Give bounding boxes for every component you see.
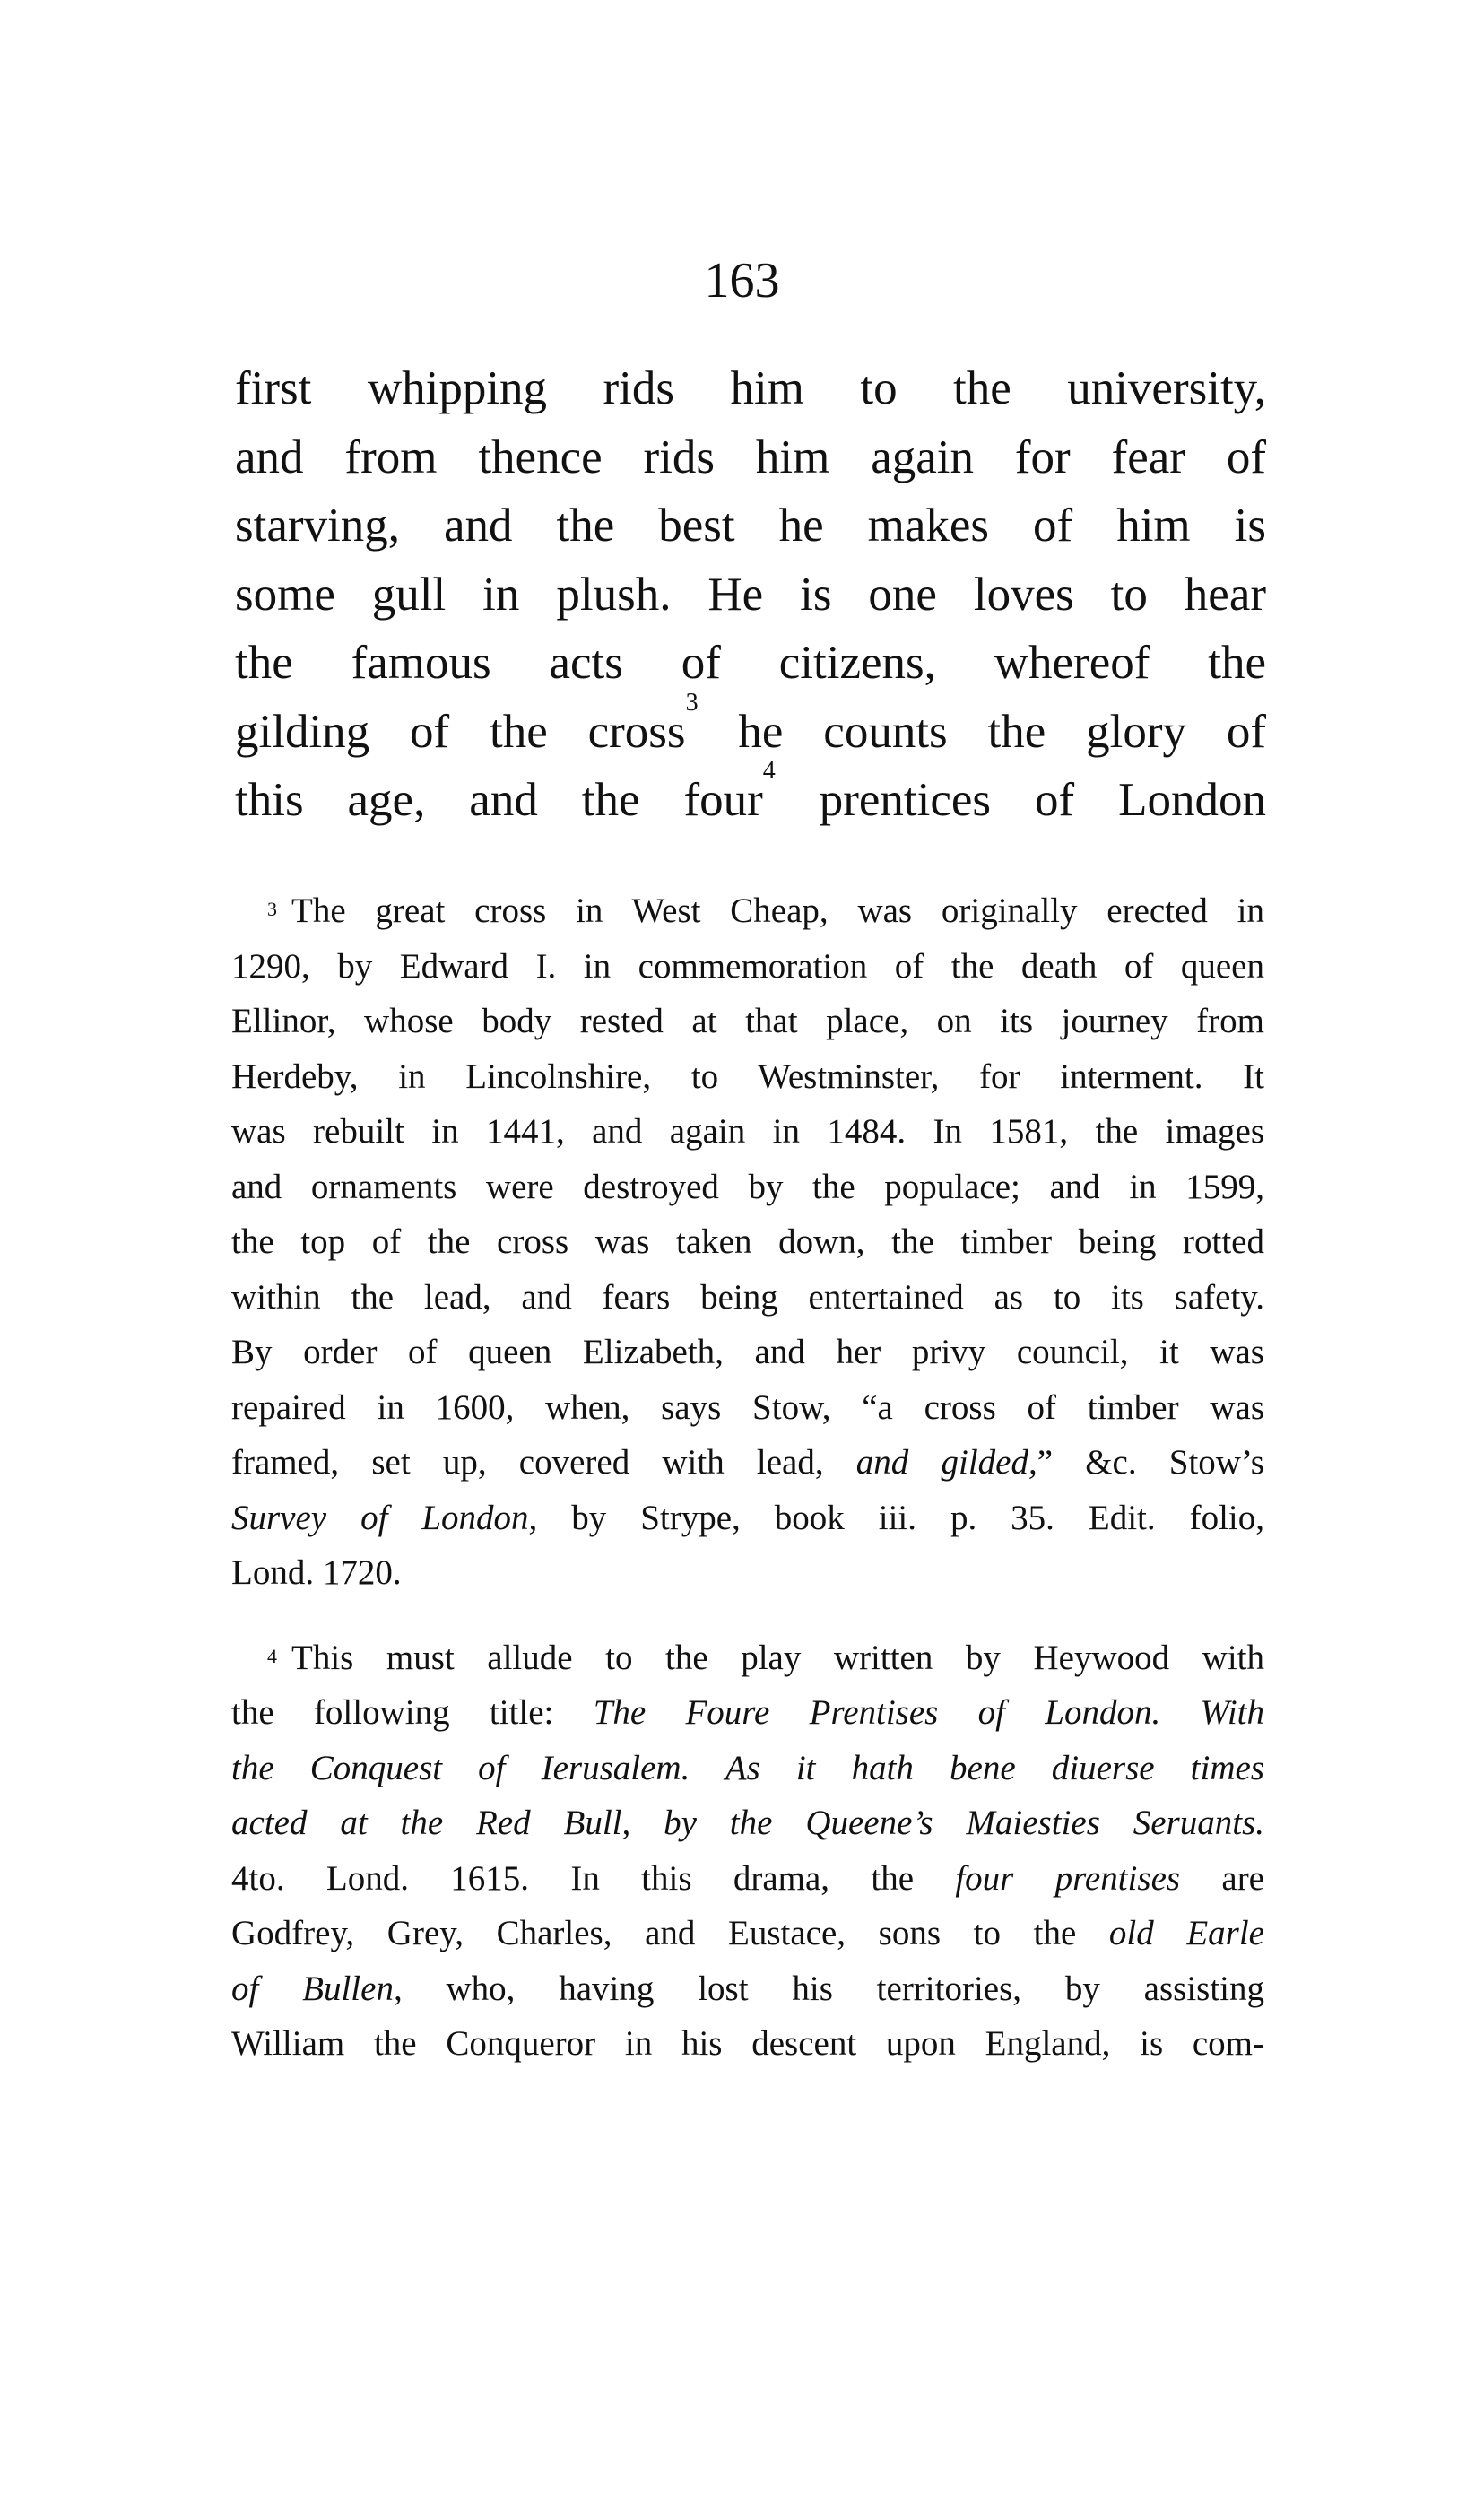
- body-text: [235, 354, 1266, 835]
- footnote-line: and ornaments were destroyed by the populace; and in 1599,: [231, 1167, 1264, 1206]
- footnote-line: [231, 1961, 1264, 2017]
- footnote-text: who, having lost his territories, by assisting: [402, 1969, 1264, 2008]
- footnote-line: By order of queen Elizabeth, and her privy council, it was: [231, 1333, 1264, 1371]
- footnote-line: [231, 1491, 1264, 1546]
- footnote-text: This must allude to the play written by Heywood with: [291, 1638, 1264, 1677]
- footnote-reference-4[interactable]: 4: [762, 757, 776, 785]
- footnote-line: Ellinor, whose body rested at that place, on its journey from: [231, 1002, 1264, 1040]
- body-line: the famous acts of citizens, whereof the: [235, 637, 1266, 689]
- footnote-text: the following title:: [231, 1693, 594, 1732]
- body-text-segment: gilding of the cross: [235, 705, 686, 758]
- footnote-line: within the lead, and fears being entertained as to its safety.: [231, 1277, 1264, 1317]
- footnotes: [231, 883, 1264, 2072]
- footnote-text: Godfrey, Grey, Charles, and Eustace, sons to the: [231, 1914, 1109, 1952]
- footnote-text: framed, set up, covered with lead,: [231, 1443, 856, 1482]
- footnote-italic-text: old Earle: [1108, 1914, 1264, 1952]
- footnote-text: ” &c. Stow’s: [1037, 1443, 1264, 1482]
- footnote-line: [231, 1851, 1264, 1907]
- body-line: and from thence rids him again for fear of: [235, 430, 1266, 483]
- footnote-line: [231, 1630, 1264, 1686]
- footnote-line: [231, 883, 1264, 939]
- footnote-separator: [231, 1601, 1264, 1630]
- play-title: the Conquest of Ierusalem. As it hath bene diuerse times: [231, 1748, 1264, 1787]
- footnote-line: Lond. 1720.: [231, 1553, 402, 1592]
- body-text-segment: he counts the glory of: [698, 705, 1267, 758]
- body-line: starving, and the best he makes of him is: [235, 500, 1266, 552]
- footnote-line: repaired in 1600, when, says Stow, “a cross of timber was: [231, 1387, 1264, 1427]
- footnote-text: are: [1180, 1858, 1264, 1898]
- footnote-line: [231, 1685, 1264, 1741]
- footnote-text: by Strype, book iii. p. 35. Edit. folio,: [537, 1498, 1264, 1537]
- footnote-line: William the Conqueror in his descent upon England, is com-: [231, 2024, 1264, 2063]
- body-line: [235, 757, 1266, 835]
- footnote-line: the top of the cross was taken down, the timber being rotted: [231, 1222, 1264, 1261]
- body-text-segment: this age, and the four: [235, 774, 763, 826]
- footnote-reference-3[interactable]: 3: [685, 688, 699, 717]
- footnote-line: [231, 1906, 1264, 1961]
- footnote-4: [231, 1630, 1264, 2072]
- footnote-italic-text: and gilded,: [855, 1443, 1037, 1482]
- footnote-italic-text: four prentises: [955, 1858, 1181, 1898]
- footnote-line: Herdeby, in Lincolnshire, to Westminster, for interment. It: [231, 1056, 1264, 1096]
- page-number: 163: [704, 253, 780, 309]
- play-title: The Foure Prentises of London. With: [593, 1693, 1265, 1732]
- footnote-text: 4to. Lond. 1615. In this drama, the: [231, 1858, 956, 1898]
- body-line: first whipping rids him to the university,: [235, 362, 1266, 414]
- book-title: Survey of London,: [231, 1498, 538, 1537]
- footnote-line: [231, 1435, 1264, 1491]
- body-line: [235, 688, 1267, 767]
- footnote-line: [231, 1795, 1264, 1851]
- body-text-segment: prentices of London: [775, 774, 1266, 826]
- footnote-line: was rebuilt in 1441, and again in 1484. In 1581, the images: [231, 1112, 1264, 1151]
- footnote-line: 1290, by Edward I. in commemoration of the death of queen: [231, 946, 1264, 986]
- body-line: some gull in plush. He is one loves to hear: [235, 568, 1266, 621]
- footnote-line: [231, 1741, 1264, 1796]
- footnote-text: The great cross in West Cheap, was originally erected in: [291, 891, 1264, 930]
- footnote-marker: 4: [267, 1644, 277, 1667]
- footnote-italic-text: of Bullen,: [231, 1969, 403, 2008]
- play-title: acted at the Red Bull, by the Queene’s Maiesties Seruants.: [231, 1804, 1264, 1842]
- footnote-3: [231, 883, 1264, 1601]
- footnote-marker: 3: [267, 898, 277, 920]
